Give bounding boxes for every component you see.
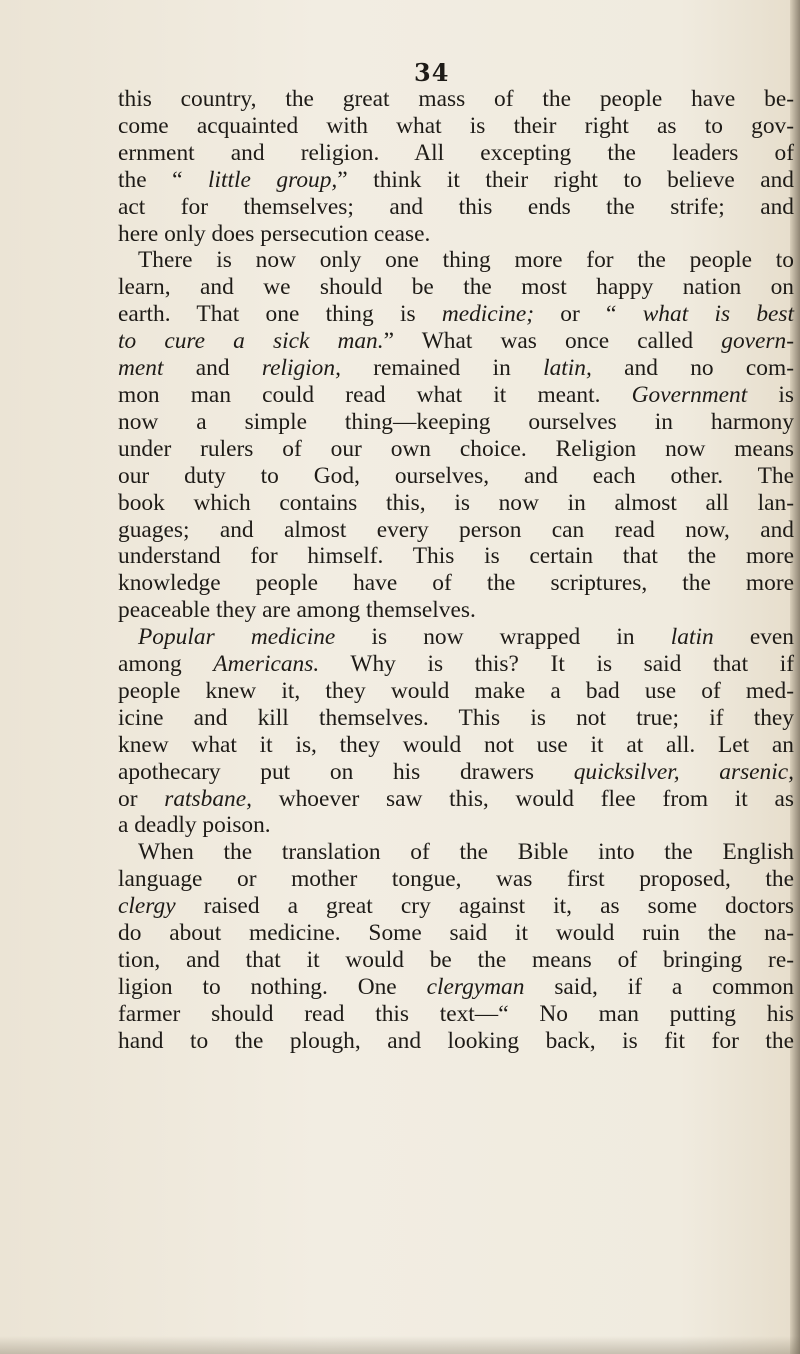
text-line [118, 543, 794, 570]
text-line [118, 86, 794, 113]
text-line [118, 947, 794, 974]
text-segment: farmer should read this text—“ No man putting his [118, 1000, 794, 1027]
text-line [118, 651, 794, 678]
italic-text: Popular medicine [138, 624, 336, 651]
text-segment: knew what it is, they would not use it at all. Let an [118, 731, 794, 758]
italic-text: quicksilver, arsenic, [573, 758, 794, 785]
text-line [118, 624, 794, 651]
text-segment: ” What was once called [383, 328, 722, 355]
body-text [118, 86, 794, 1055]
text-segment: When the translation of the Bible into the English [138, 839, 794, 866]
text-line [118, 382, 794, 409]
text-line [118, 732, 794, 759]
text-segment: a deadly poison. [118, 812, 271, 839]
italic-text: religion, [261, 355, 341, 382]
text-segment: act for themselves; and this ends the strife; and [118, 193, 794, 220]
text-segment: is [747, 381, 794, 408]
text-segment: apothecary put on his drawers [118, 758, 574, 785]
text-line [118, 812, 794, 839]
text-segment: hand to the plough, and looking back, is fit for the [118, 1027, 794, 1054]
text-segment: book which contains this, is now in almost all lan- [118, 489, 794, 516]
text-segment: is now wrapped in [335, 624, 671, 651]
text-line [118, 463, 794, 490]
text-segment: this country, the great mass of the people have be- [118, 86, 794, 112]
text-segment: and no com- [591, 355, 794, 382]
italic-text: to cure a sick man. [118, 328, 384, 355]
italic-text: ratsbane, [164, 785, 252, 812]
text-line [118, 113, 794, 140]
text-segment: language or mother tongue, was first proposed, the [118, 866, 794, 893]
text-line [118, 597, 794, 624]
text-line [118, 274, 794, 301]
text-line [118, 436, 794, 463]
italic-text: Americans. [213, 651, 320, 678]
text-segment: earth. That one thing is [118, 301, 442, 328]
text-segment: ernment and religion. All excepting the leaders of [118, 139, 794, 166]
text-segment: remained in [340, 355, 544, 382]
page-number: 34 [414, 58, 450, 87]
italic-text: clergyman [426, 973, 525, 1000]
italic-text: govern- [721, 328, 794, 355]
text-line [118, 1028, 794, 1055]
italic-text: ment [118, 355, 164, 382]
text-segment: raised a great cry against it, as some doctors [175, 893, 794, 920]
text-segment: guages; and almost every person can read now, and [118, 516, 794, 543]
text-line [118, 893, 794, 920]
text-line [118, 221, 794, 248]
text-segment: ligion to nothing. One [118, 973, 427, 1000]
text-line [118, 705, 794, 732]
text-segment: come acquainted with what is their right as to gov- [118, 112, 794, 139]
text-segment: tion, and that it would be the means of bringing re- [118, 947, 794, 973]
italic-text: Government [631, 381, 748, 408]
text-segment: whoever saw this, would flee from it as [251, 785, 795, 812]
text-segment: even [713, 624, 794, 651]
text-line [118, 866, 794, 893]
italic-text: clergy [118, 893, 176, 920]
italic-text: what is best [642, 301, 795, 328]
text-line [118, 920, 794, 947]
text-line [118, 678, 794, 705]
text-line [118, 839, 794, 866]
text-segment: ” think it their right to believe and [337, 166, 795, 193]
text-segment: or “ [534, 301, 643, 328]
text-segment: do about medicine. Some said it would ruin the na- [118, 920, 794, 947]
page-bottom-shadow [0, 1336, 800, 1354]
text-segment: the “ [118, 166, 209, 193]
text-line [118, 974, 794, 1001]
italic-text: medicine; [441, 301, 535, 328]
text-segment: learn, and we should be the most happy nation on [118, 274, 794, 301]
text-line [118, 301, 794, 328]
text-segment: knowledge people have of the scriptures, the more [118, 570, 794, 597]
text-segment: under rulers of our own choice. Religion now means [118, 435, 794, 462]
text-segment: here only does persecution cease. [118, 220, 431, 247]
text-line [118, 570, 794, 597]
text-segment: There is now only one thing more for the people to [138, 247, 794, 274]
text-segment: Why is this? It is said that if [319, 651, 794, 678]
text-line [118, 786, 794, 813]
text-line [118, 409, 794, 436]
italic-text: little group, [208, 166, 338, 193]
text-line [118, 490, 794, 517]
text-segment: among [118, 651, 214, 678]
text-segment: people knew it, they would make a bad use of med- [118, 677, 794, 704]
text-line [118, 355, 794, 382]
text-segment: mon man could read what it meant. [118, 381, 632, 408]
text-segment: said, if a common [524, 973, 794, 1000]
text-segment: peaceable they are among themselves. [118, 597, 476, 624]
text-line [118, 517, 794, 544]
text-segment: or [118, 785, 165, 812]
text-line [118, 247, 794, 274]
italic-text: latin [670, 624, 714, 651]
text-segment: our duty to God, ourselves, and each other. The [118, 462, 794, 489]
italic-text: latin, [543, 355, 592, 382]
text-line [118, 140, 794, 167]
text-line [118, 328, 794, 355]
text-line [118, 759, 794, 786]
text-segment: and [163, 355, 262, 382]
text-segment: icine and kill themselves. This is not true; if they [118, 704, 794, 731]
text-line [118, 167, 794, 194]
text-line [118, 194, 794, 221]
text-segment: understand for himself. This is certain that the more [118, 543, 794, 570]
text-segment: now a simple thing—keeping ourselves in harmony [118, 408, 794, 435]
text-line [118, 1001, 794, 1028]
